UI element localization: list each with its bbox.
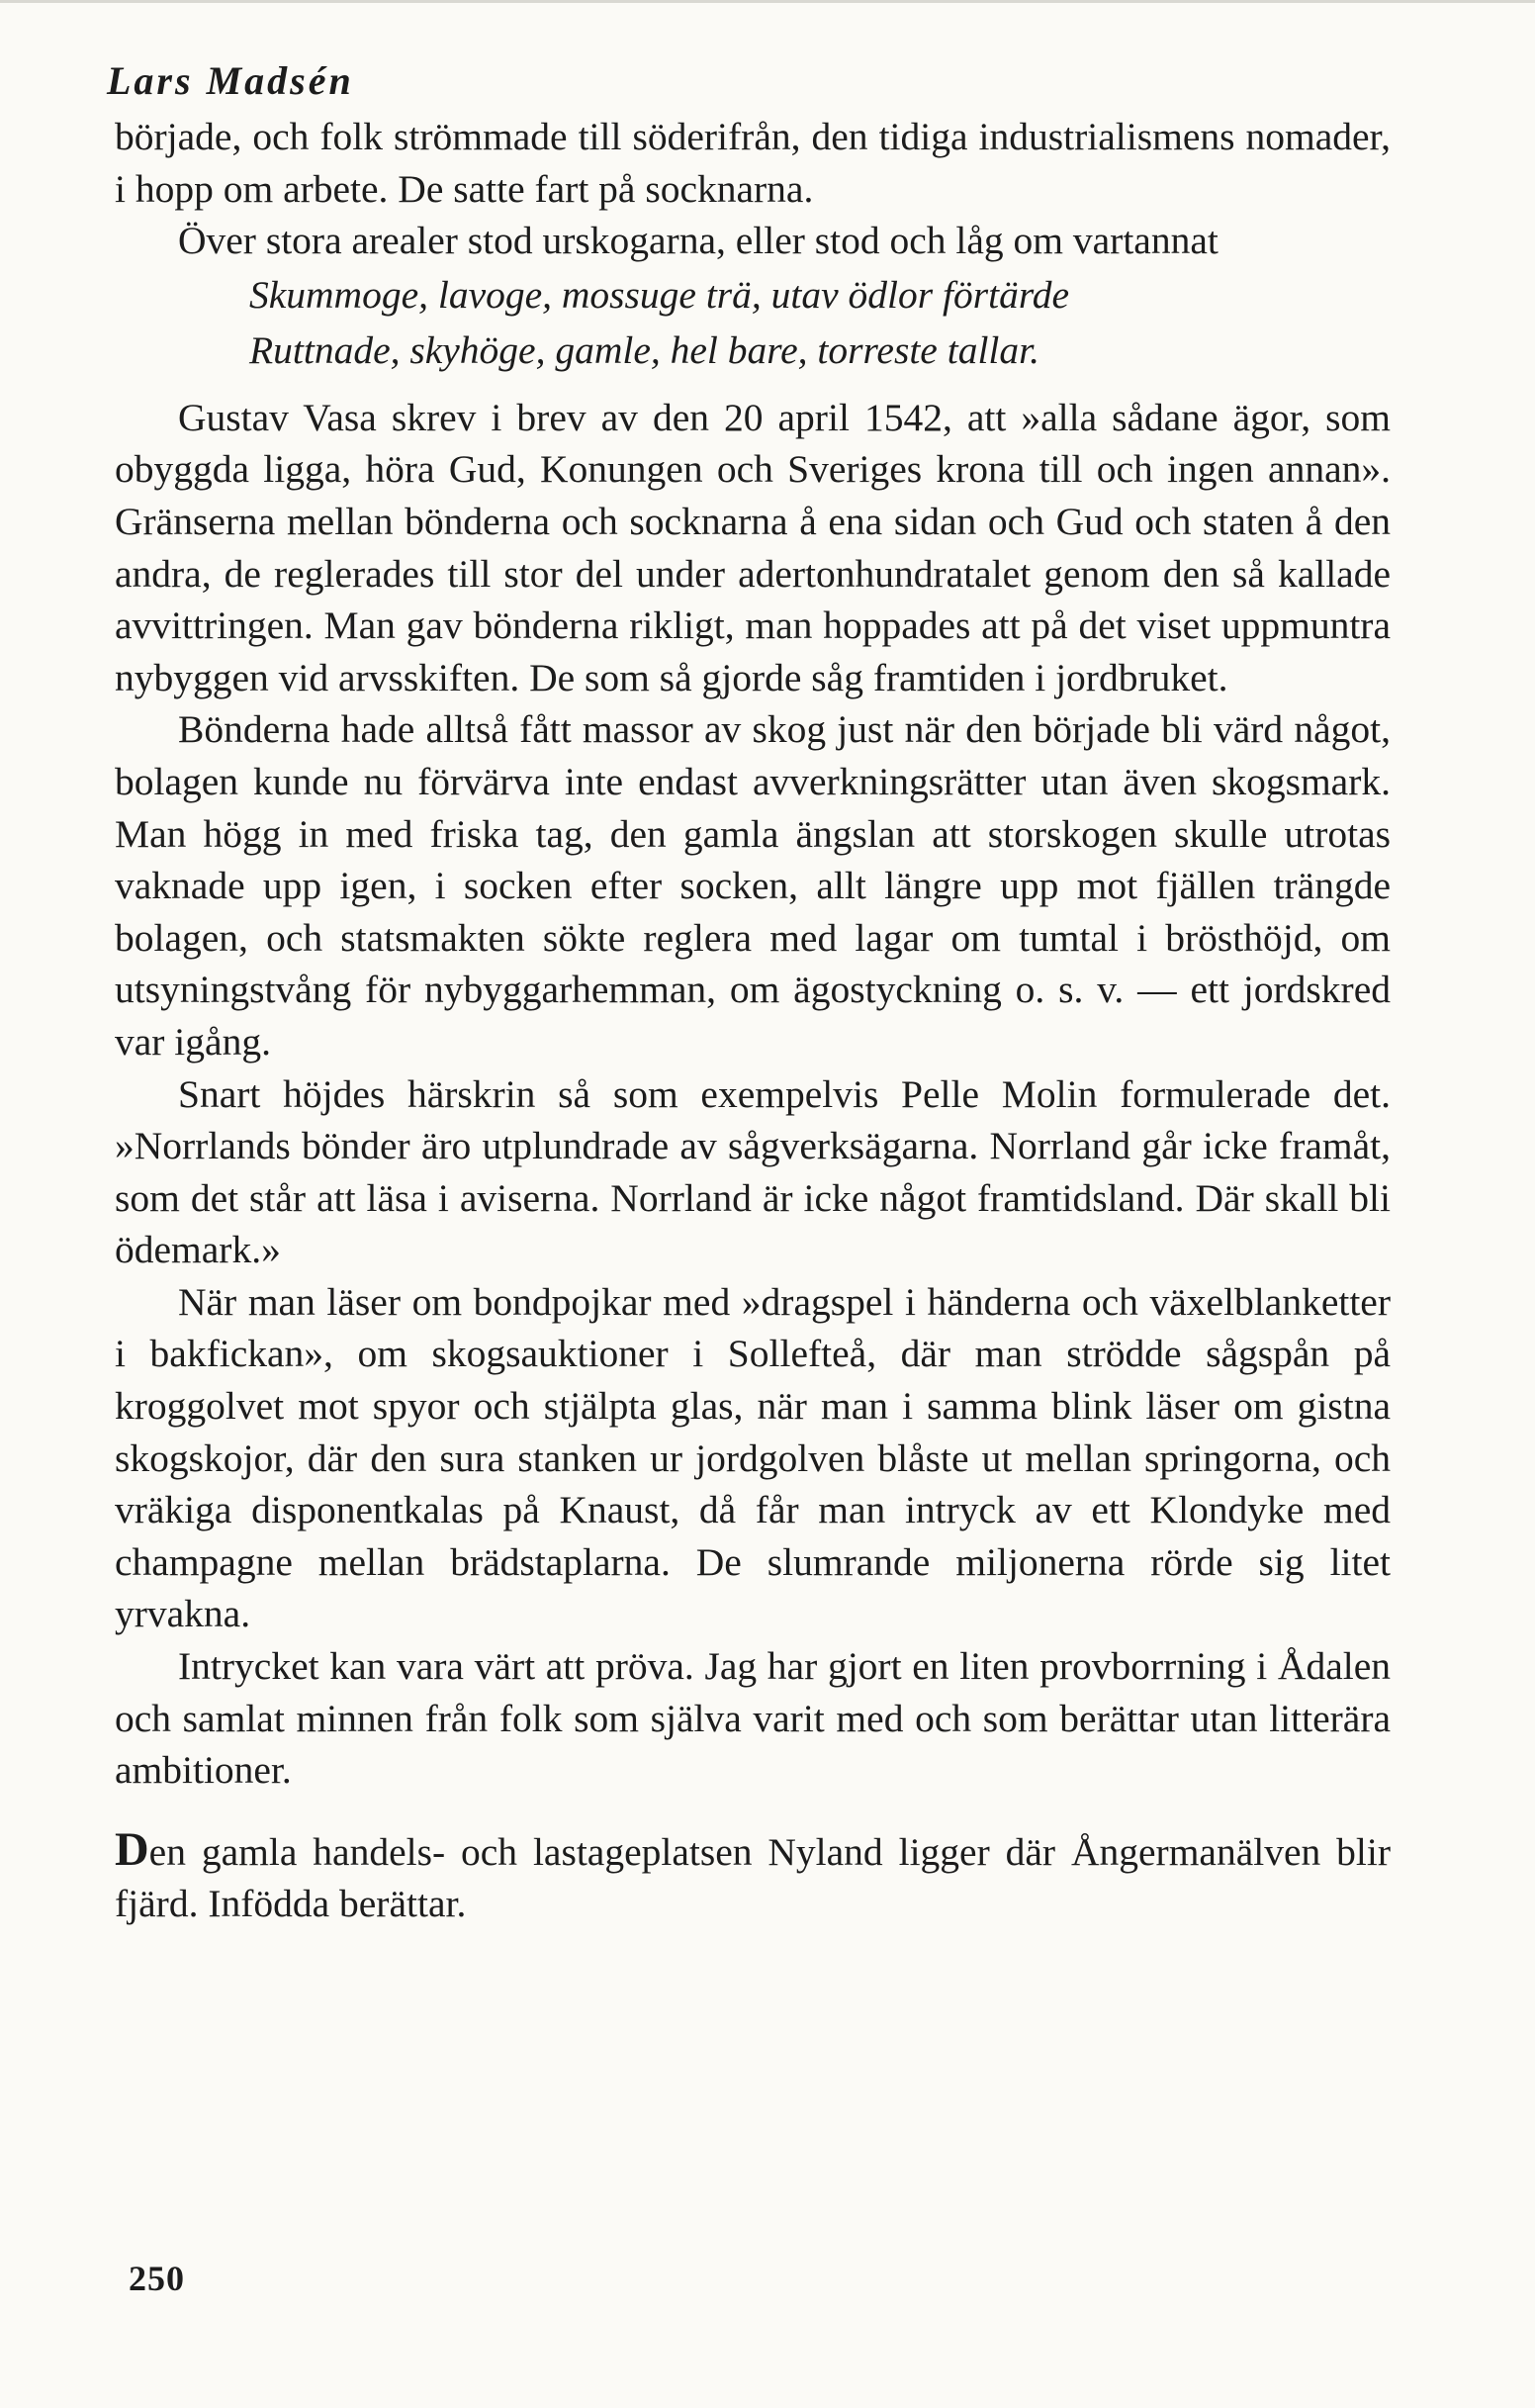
section-initial-letter: D bbox=[115, 1822, 149, 1876]
running-head-author: Lars Madsén bbox=[107, 58, 354, 103]
paragraph-gustav-vasa: Gustav Vasa skrev i brev av den 20 april 1542, att »alla sådane ägor, som obyggda ligga, höra Gud, Konungen och Sveriges krona till och ingen annan». Gränserna mellan bönderna och socknarna å ena sidan och Gud och staten å den andra, de reglerades till stor del under adertonhundratalet genom den så kallade avvittringen. Man gav bönderna rikligt, man hoppades att på det viset uppmuntra nybyggen vid arvsskiften. De som så gjorde såg framtiden i jordbruket. bbox=[115, 395, 1391, 699]
paragraph-harskrin: Snart höjdes härskrin så som exempelvis Pelle Molin formulerade det. »Norrlands bönder äro utplundrade av sågverksägarna. Norrland går icke framåt, som det står att läsa i aviserna. Norrland är icke något framtidsland. Där skall bli ödemark.» bbox=[115, 1071, 1391, 1272]
paragraph-continuation: började, och folk strömmade till söderifrån, den tidiga industrialismens nomader, i hopp om arbete. De satte fart på socknarna. bbox=[115, 115, 1391, 211]
verse-line-1: Skummoge, lavoge, mossuge trä, utav ödlor förtärde bbox=[249, 272, 1070, 317]
verse-quote bbox=[115, 267, 1391, 378]
paragraph-bonderna: Bönderna hade alltså fått massor av skog just när den började bli värd något, bolagen kunde nu förvärva inte endast avverkningsrätter utan även skogsmark. Man högg in med friska tag, den gamla ängslan att storskogen skulle utrotas vaknade upp igen, i socken efter socken, allt längre upp mot fjällen trängde bolagen, och statsmakten sökte reglera med lagar om tumtal i brösthöjd, om utsyningstvång för nybyggarhemman, om ägostyckning o. s. v. — ett jordskred var igång. bbox=[115, 707, 1391, 1064]
paragraph-nyland-text: en gamla handels- och lastageplatsen Nyland ligger där Ångermanälven blir fjärd. Infödda berättar. bbox=[115, 1829, 1391, 1926]
paragraph-urskogarna: Över stora arealer stod urskogarna, eller stod och låg om vartannat bbox=[178, 219, 1219, 263]
body-text bbox=[115, 111, 1391, 1930]
paragraph-nyland bbox=[115, 1822, 1391, 1930]
paragraph-bondpojkar: När man läser om bondpojkar med »dragspel i händerna och växelblanketter i bakfickan», om skogsauktioner i Sollefteå, där man strödde sågspån på kroggolvet mot spyor och stjälpta glas, när man i samma blink läser om gistna skogskojor, där den sura stanken ur jordgolven blåste ut mellan springorna, och vräkiga disponentkalas på Knaust, då får man intryck av ett Klondyke med champagne mellan brädstaplarna. De slumrande miljonerna rörde sig litet yrvakna. bbox=[115, 1279, 1391, 1636]
top-edge-rule bbox=[0, 0, 1535, 3]
verse-line-2: Ruttnade, skyhöge, gamle, hel bare, torreste tallar. bbox=[249, 327, 1040, 372]
paragraph-intrycket: Intrycket kan vara värt att pröva. Jag har gjort en liten provborrning i Ådalen och samlat minnen från folk som själva varit med och som berättar utan litterära ambitioner. bbox=[115, 1644, 1391, 1793]
page-number: 250 bbox=[129, 2259, 185, 2298]
